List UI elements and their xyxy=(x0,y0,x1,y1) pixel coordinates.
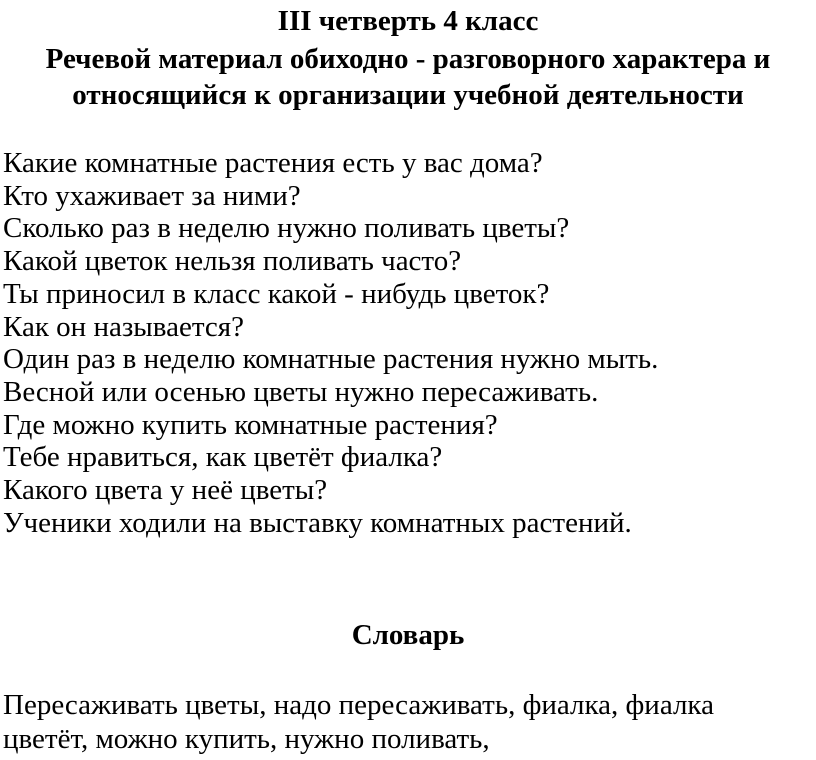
vocabulary-title: Словарь xyxy=(351,619,465,651)
list-item: Ты приносил в класс какой - нибудь цветок? xyxy=(3,277,550,310)
list-item: Как он называется? xyxy=(3,310,244,343)
document-subtitle-line-2: относящийся к организации учебной деятельности xyxy=(72,79,744,111)
vocabulary-text xyxy=(3,688,803,756)
document-title: III четверть 4 класс xyxy=(277,5,539,37)
vocabulary-line: цветёт, можно купить, нужно поливать, xyxy=(3,723,490,755)
list-item: Сколько раз в неделю нужно поливать цветы? xyxy=(3,212,570,245)
list-item: Какой цветок нельзя поливать часто? xyxy=(3,245,462,278)
list-item: Весной или осенью цветы нужно пересаживать. xyxy=(3,375,599,408)
list-item: Тебе нравиться, как цветёт фиалка? xyxy=(3,441,443,474)
speech-material-list xyxy=(3,147,658,539)
list-item: Где можно купить комнатные растения? xyxy=(3,408,498,441)
vocabulary-line: Пересаживать цветы, надо пересаживать, фиалка, фиалка xyxy=(3,689,714,721)
document-subtitle-line-1: Речевой материал обиходно - разговорного характера и xyxy=(45,43,771,75)
list-item: Один раз в неделю комнатные растения нужно мыть. xyxy=(3,343,659,376)
list-item: Кто ухаживает за ними? xyxy=(3,179,301,212)
list-item: Ученики ходили на выставку комнатных растений. xyxy=(3,506,632,539)
list-item: Какие комнатные растения есть у вас дома? xyxy=(3,147,543,179)
list-item: Какого цвета у неё цветы? xyxy=(3,474,328,507)
